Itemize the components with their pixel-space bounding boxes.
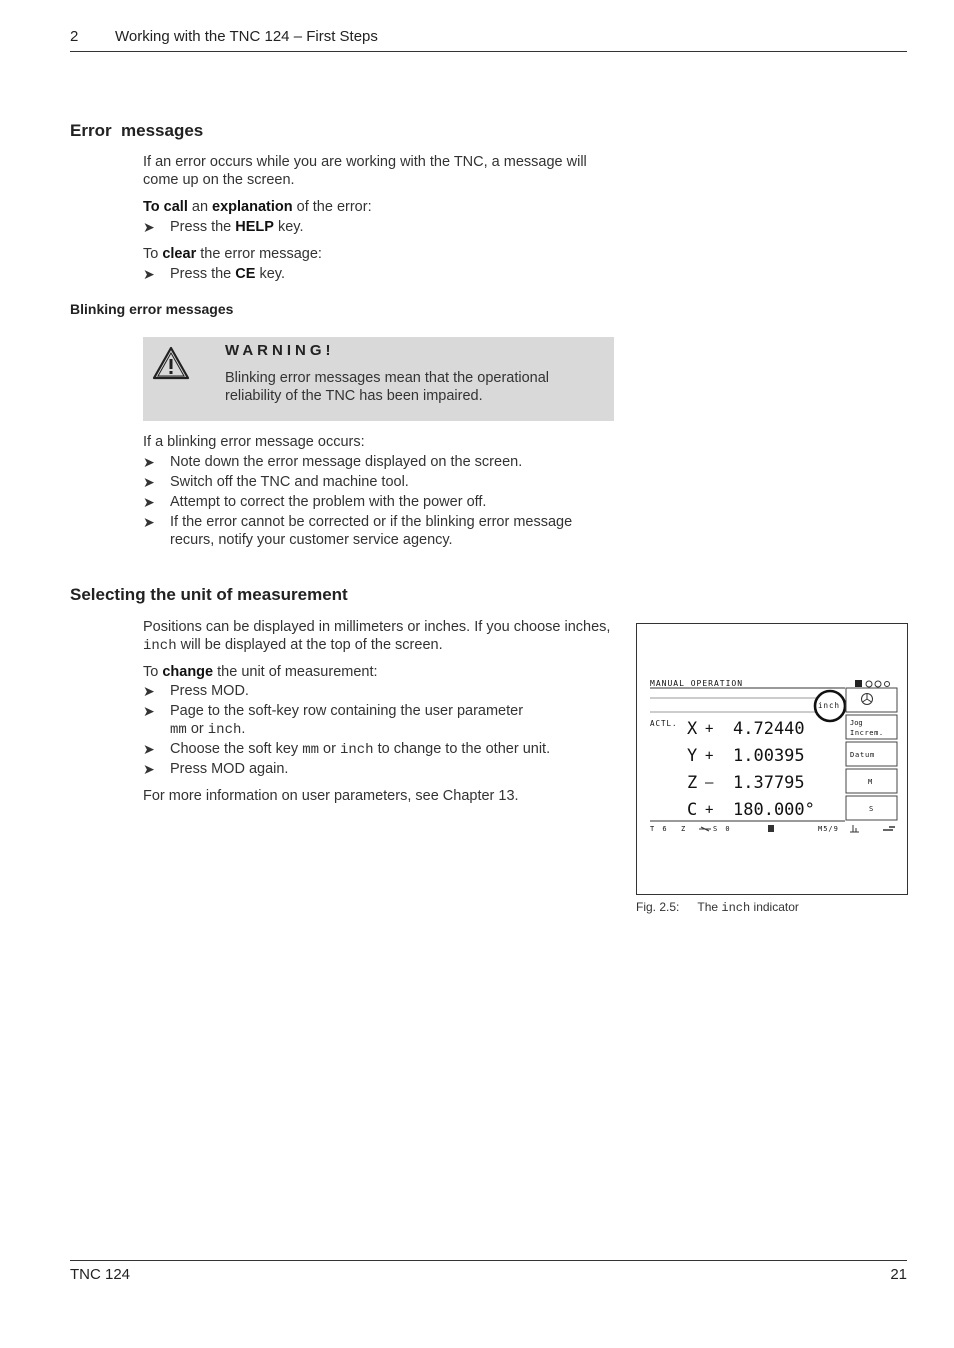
softkey-column [846,688,897,820]
list-item [143,265,623,283]
list-item [143,453,623,471]
tnc-screen-illustration [637,624,907,894]
warning-triangle-icon [152,346,190,380]
call-explanation-text [143,198,372,216]
coolant-icon [768,825,774,832]
step2-text: Page to the soft-key row containing the user parameter [170,703,524,719]
axis-c-value: 180.000° [733,800,815,820]
figure-caption [636,900,799,915]
call-bold: To call [143,199,188,215]
mm-code: mm [302,742,319,758]
axis-z-sign: – [705,775,714,791]
list-item-text: Press MOD. [170,683,249,699]
clear-post: the error message: [196,246,322,262]
status-z: Z [681,825,686,833]
inch-indicator: inch [818,701,841,710]
list-item [143,493,623,511]
page-number: 21 [890,1266,907,1283]
blinking-intro: If a blinking error message occurs: [143,434,365,450]
inch-code: inch [339,742,374,758]
status-icons [855,680,890,687]
step3-text: Choose the soft key [170,741,303,757]
ce-key-label: CE [235,266,256,282]
help-key-label: HELP [235,219,274,235]
inch-code: inch [207,722,242,738]
axis-icon [850,825,859,832]
or-text: or [319,741,340,757]
axis-c-sign: + [705,802,714,818]
step-text: Press the [170,219,236,235]
caption-code: inch [721,901,751,915]
arrow-icon: ➤ [143,741,155,757]
explanation-bold: explanation [212,199,293,215]
inch-code: inch [143,638,177,654]
list-item-text: If the error cannot be corrected or if the blinking error message recurs, notify your customer service agency. [170,514,573,548]
list-item-text: Switch off the TNC and machine tool. [170,474,409,490]
figure-tnc-screen [636,623,908,895]
or-text: or [186,721,208,737]
axis-x-row [687,719,805,739]
softkey-jog: Jog [850,719,863,727]
arrow-icon: ➤ [143,454,155,470]
axis-y-sign: + [705,748,714,764]
arrow-icon: ➤ [143,514,155,530]
change-unit-text [143,663,378,681]
warning-text: Blinking error messages mean that the operational reliability of the TNC has been impaired. [225,370,550,404]
unit-intro-2: will be displayed at the top of the screen. [176,637,443,653]
arrow-icon: ➤ [143,266,155,282]
caption-label: Fig. 2.5: [636,900,680,914]
list-item [143,740,623,758]
footer-product: TNC 124 [70,1266,131,1283]
status-tool: T 6 [650,825,669,833]
axis-c-row [687,800,815,820]
change-post: the unit of measurement: [213,664,378,680]
section-title-unit: Selecting the unit of measurement [70,585,348,604]
step-text-end: key. [273,219,304,235]
axis-x-label: X [687,719,698,739]
softkey-datum: Datum [850,751,876,759]
list-item [143,702,623,738]
section-title-error-messages: Error messages [70,121,204,140]
clear-bold: clear [162,246,197,262]
list-item-text: Note down the error message displayed on the screen. [170,454,523,470]
mm-code: mm [170,722,187,738]
list-item-text [170,740,630,759]
arrow-icon: ➤ [143,703,155,719]
axis-y-row [687,746,805,766]
step-text-end: key. [255,266,285,282]
arrow-icon: ➤ [143,683,155,699]
call-post: of the error: [292,199,372,215]
change-bold: change [162,664,214,680]
axis-y-label: Y [687,746,698,766]
softkey-increm: Increm. [850,729,884,737]
caption-post: indicator [750,900,799,914]
status-m: M5/9 [818,825,839,833]
step3-end: to change to the other unit. [373,741,551,757]
list-item [143,682,623,700]
spindle-icon [699,827,711,831]
chapter-number: 2 [70,28,79,45]
change-pre: To [143,664,163,680]
list-item [143,473,623,491]
period: . [241,721,246,737]
list-item [143,218,623,236]
call-mid: an [187,199,213,215]
list-item-text: Attempt to correct the problem with the power off. [170,494,487,510]
arrow-icon: ➤ [143,219,155,235]
chapter-title: Working with the TNC 124 – First Steps [115,28,378,45]
warning-box [143,337,614,421]
status-spindle: S 0 [713,825,732,833]
axis-c-label: C [687,800,698,820]
actl-label: ACTL. [650,719,678,728]
axis-x-value: 4.72440 [733,719,805,739]
clear-pre: To [143,246,163,262]
unit-intro-1: Positions can be displayed in millimeters or inches. If you choose inches, [143,619,611,635]
feed-icon [883,827,895,830]
arrow-icon: ➤ [143,761,155,777]
warning-title: WARNING! [225,342,335,359]
caption-pre: The [697,900,722,914]
status-line [650,825,895,833]
clear-error-text [143,245,322,263]
axis-z-value: 1.37795 [733,773,805,793]
axis-z-label: Z [687,773,698,793]
subsection-title-blinking: Blinking error messages [70,301,234,317]
page-footer [70,1260,907,1283]
softkey-s: S [869,805,874,813]
axis-x-sign: + [705,721,714,737]
axis-y-value: 1.00395 [733,746,805,766]
error-intro: If an error occurs while you are working with the TNC, a message will come up on the screen. [143,154,587,188]
screen-title: MANUAL OPERATION [650,679,744,688]
arrow-icon: ➤ [143,474,155,490]
list-item-text: Press MOD again. [170,761,289,777]
list-item [143,760,623,778]
softkey-m: M [868,778,873,786]
more-info-text: For more information on user parameters, see Chapter 13. [143,788,519,804]
unit-intro [143,618,613,655]
arrow-icon: ➤ [143,494,155,510]
list-item [143,513,623,549]
axis-z-row [687,773,805,793]
page-header [70,28,907,52]
list-item-text [170,702,630,739]
step-text: Press the [170,266,236,282]
